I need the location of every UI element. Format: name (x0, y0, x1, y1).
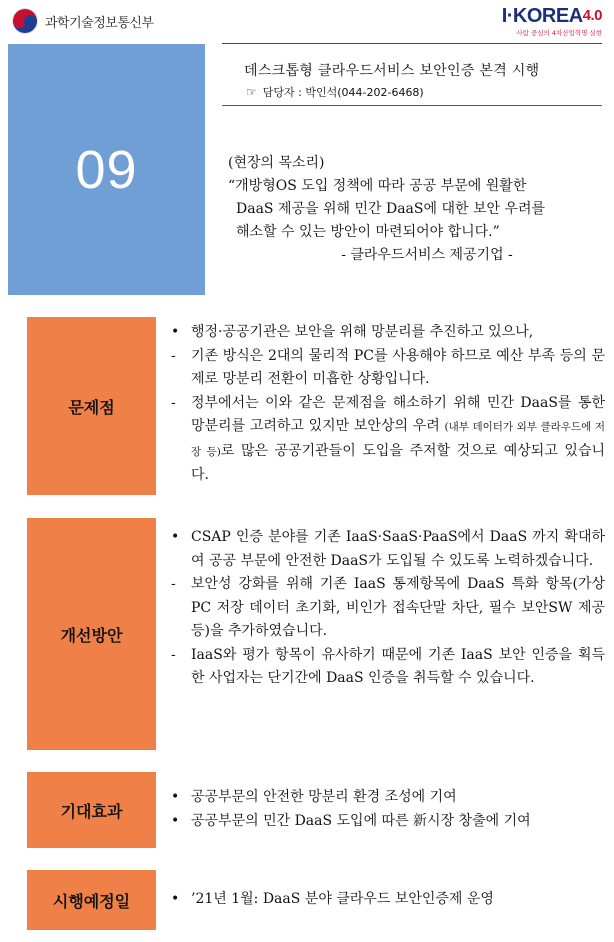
contact-text: 담당자 : 박인석(044-202-6468) (262, 86, 424, 99)
list-item-text: 공공부문의 민간 DaaS 도입에 따른 新시장 창출에 기여 (191, 812, 531, 829)
dash-marker: - (171, 646, 176, 663)
list-item (171, 786, 605, 810)
list-item-text: IaaS와 평가 항목이 유사하기 때문에 기존 IaaS 보안 인증을 획득한 사업자는 단기간에 DaaS 인증을 취득할 수 있습니다. (191, 646, 605, 686)
list-item (171, 644, 605, 691)
section-problem (27, 317, 607, 495)
document-title: 데스크톱형 클라우드서비스 보안인증 본격 시행 (244, 63, 540, 79)
dash-marker: - (171, 347, 176, 364)
field-voice-source: - 클라우드서비스 제공기업 - (341, 247, 513, 263)
section-content (171, 526, 605, 691)
ministry-name: 과학기술정보통신부 (45, 15, 154, 31)
section-expected-effect (27, 772, 607, 848)
field-voice-heading: (현장의 목소리) (228, 155, 325, 171)
list-item-text: 공공부문의 안전한 망분리 환경 조성에 기여 (191, 789, 457, 805)
section-label: 기대효과 (60, 801, 123, 821)
bullet-marker: • (171, 891, 180, 907)
ikorea-logo-version: 4.0 (582, 7, 602, 24)
field-voice-quote-line: 해소할 수 있는 방안이 마련되어야 합니다.” (236, 224, 500, 240)
list-item-text: ’21년 1월: DaaS 분야 클라우드 보안인증제 운영 (191, 891, 494, 907)
bullet-marker: • (171, 812, 180, 829)
list-item-text-part: 로 많은 공공기관들이 도입을 주저할 것으로 예상되고 있습니다. (191, 442, 605, 483)
list-item-text: 기존 방식은 2대의 물리적 PC를 사용해야 하므로 예산 부족 등의 문제로 망분리 전환이 미흡한 상황입니다. (191, 347, 605, 387)
dash-marker: - (171, 394, 176, 411)
section-label: 개선방안 (60, 625, 123, 645)
section-content (171, 321, 605, 488)
ikorea-tagline: 사람 중심의 4차산업혁명 실현 (516, 29, 602, 37)
list-item-text (191, 392, 605, 488)
bullet-marker: • (171, 789, 180, 805)
bullet-marker: • (171, 324, 180, 340)
list-item (171, 345, 605, 392)
section-label: 시행예정일 (52, 891, 131, 911)
dash-marker: - (171, 576, 176, 592)
title-rule-top (222, 43, 602, 44)
item-number-panel (8, 44, 205, 295)
title-rule-bottom (222, 105, 602, 106)
section-content (171, 786, 605, 833)
field-voice (228, 152, 596, 267)
bullet-marker: • (171, 529, 180, 545)
section-label-box (27, 518, 156, 750)
list-item (171, 392, 605, 488)
list-item-note: (내부 데이터가 외부 클라우드에 저장 등) (191, 421, 605, 458)
section-label-box (27, 870, 156, 930)
list-item-text-part: 정부에서는 이와 같은 문제점을 해소하기 위해 민간 DaaS를 통한 망분리를 고려하고 있지만 보안상의 우려 (191, 394, 605, 434)
list-item-text: 행정·공공기관은 보안을 위해 망분리를 추진하고 있으나, (191, 324, 534, 340)
ministry-logo (12, 8, 154, 34)
item-number: 09 (75, 139, 138, 200)
ikorea-logo-text: I·KOREA (501, 5, 583, 27)
list-item (171, 573, 605, 644)
list-item (171, 810, 605, 834)
list-item (171, 888, 605, 912)
field-voice-quote-line: DaaS 제공을 위해 민간 DaaS에 대한 보안 우려를 (236, 201, 546, 217)
list-item-text: CSAP 인증 분야를 기존 IaaS·SaaS·PaaS에서 DaaS 까지 확대하여 공공 부문에 안전한 DaaS가 도입될 수 있도록 노력하겠습니다. (191, 529, 605, 569)
section-label-box (27, 317, 156, 495)
pointing-hand-icon: ☞ (246, 85, 257, 99)
section-effective-date (27, 870, 607, 930)
field-voice-quote-line: “개방형OS 도입 정책에 따라 공공 부문에 원활한 (228, 178, 527, 194)
section-label-box (27, 772, 156, 848)
ikorea-logo (502, 6, 602, 37)
section-content (171, 888, 605, 912)
list-item (171, 321, 605, 345)
contact-line (246, 84, 424, 100)
section-label: 문제점 (68, 397, 115, 417)
section-improvement (27, 518, 607, 750)
taegeuk-emblem-icon (12, 8, 38, 34)
list-item (171, 526, 605, 573)
list-item-text: 보안성 강화를 위해 기존 IaaS 통제항목에 DaaS 특화 항목(가상PC 저장 데이터 초기화, 비인가 접속단말 차단, 필수 보안SW 제공 등)을 추가하였습니다. (191, 576, 605, 639)
